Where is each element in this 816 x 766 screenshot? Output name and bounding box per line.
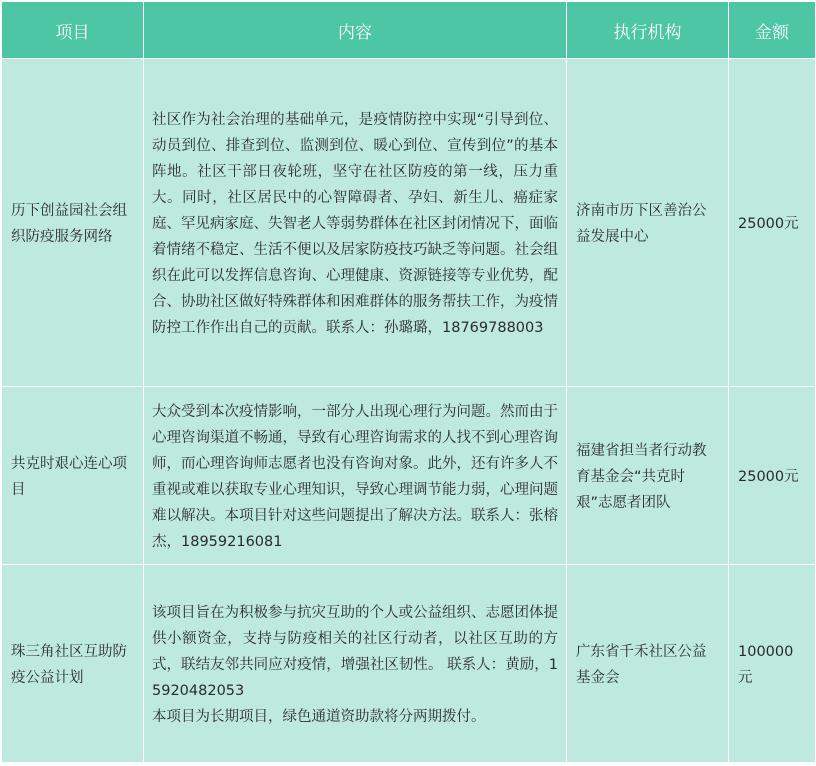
table-row xyxy=(2,59,816,387)
funding-table xyxy=(1,1,816,763)
amount-cell: 100000元 xyxy=(729,565,816,763)
content-note: 本项目为长期项目，绿色通道资助款将分两期拨付。 xyxy=(152,708,486,725)
header-project: 项目 xyxy=(2,2,144,59)
content-cell xyxy=(144,565,567,763)
org-cell: 广东省千禾社区公益基金会 xyxy=(567,565,729,763)
content-cell: 大众受到本次疫情影响，一部分人出现心理行为问题。然而由于心理咨询渠道不畅通，导致有心理咨询需求的人找不到心理咨询师，而心理咨询师志愿者也没有咨询对象。此外，还有许多人不重视或难以获取专业心理知识，导致心理调节能力弱，心理问题难以解决。本项目针对这些问题提出了解决方法。联系人：张榕杰，18959216081 xyxy=(144,387,567,565)
table-row xyxy=(2,387,816,565)
org-cell: 济南市历下区善治公益发展中心 xyxy=(567,59,729,387)
header-amount: 金额 xyxy=(729,2,816,59)
header-org: 执行机构 xyxy=(567,2,729,59)
project-cell: 共克时艰心连心项目 xyxy=(2,387,144,565)
content-text: 该项目旨在为积极参与抗灾互助的个人或公益组织、志愿团体提供小额资金，支持与防疫相关的社区行动者，以社区互助的方式，联结友邻共同应对疫情，增强社区韧性。 联系人：黄励，15920482053 xyxy=(152,604,558,699)
project-cell: 历下创益园社会组织防疫服务网络 xyxy=(2,59,144,387)
project-cell: 珠三角社区互助防疫公益计划 xyxy=(2,565,144,763)
table-row xyxy=(2,565,816,763)
header-content: 内容 xyxy=(144,2,567,59)
header-row xyxy=(2,2,816,59)
content-cell: 社区作为社会治理的基础单元，是疫情防控中实现“引导到位、动员到位、排查到位、监测到位、暖心到位、宣传到位”的基本阵地。社区干部日夜轮班，坚守在社区防疫的第一线，压力重大。同时，社区居民中的心智障碍者、孕妇、新生儿、癌症家庭、罕见病家庭、失智老人等弱势群体在社区封闭情况下，面临着情绪不稳定、生活不便以及居家防疫技巧缺乏等问题。社会组织在此可以发挥信息咨询、心理健康、资源链接等专业优势，配合、协助社区做好特殊群体和困难群体的服务帮扶工作，为疫情防控工作作出自己的贡献。联系人：孙璐璐，18769788003 xyxy=(144,59,567,387)
amount-cell: 25000元 xyxy=(729,59,816,387)
org-cell: 福建省担当者行动教育基金会“共克时艰”志愿者团队 xyxy=(567,387,729,565)
amount-cell: 25000元 xyxy=(729,387,816,565)
